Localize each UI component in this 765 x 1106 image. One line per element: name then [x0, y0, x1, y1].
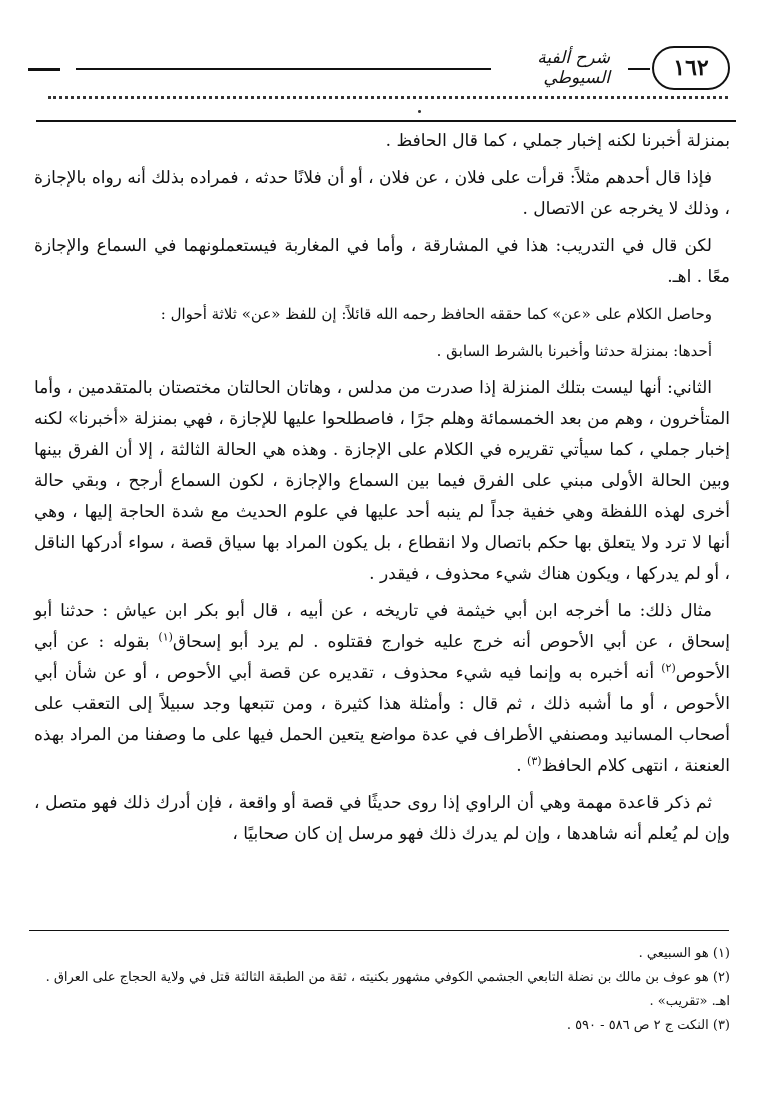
paragraph-text: أنه أخبره به وإنما فيه شيء محذوف ، تقديره عن قصة أبي الأحوص ، أو عن شأن أبي الأحوص ، أو ما أشبه ذلك ، ثم قال : وأمثلة هذا كثيرة ، ومن تتبعها وجد سبيلاً إلى التعقب على أصحاب المسانيد ومصنفي الأطراف في عدة مواضع يتعين الحمل فيها على ما وصفنا من المراد بهذه العنعنة ، انتهى كلام الحافظ [34, 663, 730, 776]
paragraph-text: مثال ذلك: ما أخرجه ابن أبي خيثمة في تاريخه ، عن أبيه ، قال أبو بكر ابن عياش : حدثنا أبو إسحاق ، عن أبي الأحوص أنه خرج عليه خوارج فقتلوه . لم يرد أبو إسحاق [34, 601, 730, 652]
footnote: (٢) هو عوف بن مالك بن نضلة التابعي الجشمي الكوفي مشهور بكنيته ، ثقة من الطبقة الثالثة قتل في ولاية الحجاج على العراق . اهـ. «تقريب» . [45, 970, 730, 1009]
header-rule-right [628, 68, 650, 70]
page-number: ١٦٢ [652, 46, 730, 90]
book-title: شرح ألفية السيوطي [537, 48, 610, 88]
paragraph-text: بقوله : عن أبي الأحوص [34, 632, 731, 683]
footnote: (١) هو السبيعي . [638, 946, 730, 961]
footnote-marker: (١) [158, 630, 173, 644]
footnote: (٣) النكت ج ٢ ص ٥٨٦ - ٥٩٠ . [566, 1018, 730, 1033]
paragraph: مثال ذلك: ما أخرجه ابن أبي خيثمة في تاريخه ، عن أبيه ، قال أبو بكر ابن عياش : حدثنا أبو إسحاق ، عن أبي الأحوص أنه خرج عليه خوارج فقتلوه . لم يرد أبو إسحاق$^{(١)}$ بقوله : عن أبي الأحوص$^{(٢)}$ أنه أخبره به وإنما فيه شيء محذوف ، تقديره عن قصة أبي الأحوص ، أو عن شأن أبي الأحوص ، أو ما أشبه ذلك ، ثم قال : وأمثلة هذا كثيرة ، ومن تتبعها وجد سبيلاً إلى التعقب على أصحاب المسانيد ومصنفي الأطراف في عدة مواضع يتعين الحمل فيها على ما وصفنا من المراد بهذه العنعنة ، انتهى كلام الحافظ$^{(٣)}$ . [34, 601, 731, 776]
footnote-marker: (٢) [661, 661, 676, 675]
paragraph: ثم ذكر قاعدة مهمة وهي أن الراوي إذا روى حديثًا في قصة أو واقعة ، فإن أدرك ذلك فهو متصل ، وإن لم يُعلم أنه شاهدها ، وإن لم يدرك ذلك فهو مرسل إن كان صحابيًا ، [34, 793, 730, 844]
header-dash [28, 68, 60, 71]
paragraph: وحاصل الكلام على «عن» كما حققه الحافظ رحمه الله قائلاً: إن للفظ «عن» ثلاثة أحوال : [160, 305, 712, 323]
main-text [34, 126, 730, 856]
dot-mark [418, 110, 421, 113]
header-rule-left [76, 68, 491, 70]
footnotes [34, 942, 730, 1038]
footnote-rule [29, 930, 729, 931]
paragraph: فإذا قال أحدهم مثلاً: قرأت على فلان ، عن فلان ، أو أن فلانًا حدثه ، فمراده بذلك أنه رواه بالإجازة ، وذلك لا يخرجه عن الاتصال . [34, 168, 730, 219]
dotted-separator [48, 96, 728, 109]
paragraph: أحدها: بمنزلة حدثنا وأخبرنا بالشرط السابق . [436, 342, 712, 360]
footnote-marker: (٣) [527, 754, 542, 768]
paragraph: لكن قال في التدريب: هذا في المشارقة ، وأما في المغاربة فيستعملونهما في السماع والإجازة معًا . اهـ. [34, 236, 730, 287]
page-header [28, 40, 738, 90]
paragraph: بمنزلة أخبرنا لكنه إخبار جملي ، كما قال الحافظ . [385, 131, 730, 151]
paragraph: الثاني: أنها ليست بتلك المنزلة إذا صدرت من مدلس ، وهاتان الحالتان مختصتان بالمتقدمين ، وأما المتأخرون ، وهم من بعد الخمسمائة وهلم جرًا ، فاصطلحوا عليها للإجازة ، فهي بمنزلة «أخبرنا» لكنه إخبار جملي ، كما سيأتي تقريره في الكلام على الإجازة . وهذه هي الحالة الثالثة ، إلا أن الفرق بينها وبين الحالة الأولى مبني على الفرق فيما بين السماع والإجازة ، لكون السماع أرجح ، وبقي حالة أخرى لهذه اللفظة وهي خفية جداً لم ينبه أحد عليها في علوم الحديث مع شدة الحاجة إليها ، وهي أنها لا ترد ولا يتعلق بها حكم باتصال ولا انقطاع ، بل يكون المراد بها سياق قصة ، سواء أدركها الناقل ، أو لم يدركها ، ويكون هناك شيء محذوف ، فيقدر . [34, 378, 730, 584]
top-rule [36, 120, 736, 122]
